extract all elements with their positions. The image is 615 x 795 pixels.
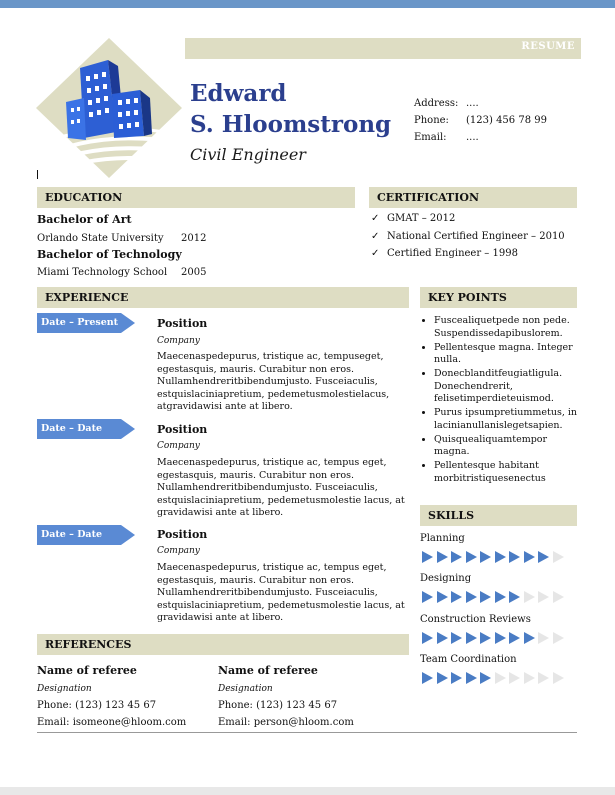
skill-name: Team Coordination [420, 654, 517, 665]
school: Miami Technology School [37, 267, 168, 278]
position: Position [157, 423, 208, 436]
name-last: S. Hloomstrong [190, 111, 392, 138]
year: 2012 [181, 233, 207, 244]
year: 2005 [181, 267, 207, 278]
skill-level-filled [466, 672, 477, 684]
skill-level-filled [466, 551, 477, 563]
skill-name: Planning [420, 533, 465, 544]
skill-level-empty [553, 551, 564, 563]
page-bottom-edge [0, 787, 615, 795]
skill-rating [422, 551, 567, 563]
skill-level-filled [466, 591, 477, 603]
key-point: • Pellentesque magna. Integer nulla. [434, 342, 580, 367]
footer-divider [37, 732, 577, 733]
desc-line: gravidawisi ante at libero. [157, 612, 284, 623]
contact-address [414, 98, 584, 115]
skill-level-filled [466, 632, 477, 644]
skill-level-filled [495, 551, 506, 563]
skill-level-empty [538, 632, 549, 644]
referee-name: Name of referee [37, 664, 137, 677]
company: Company [157, 336, 200, 346]
desc-line: egestasquis, mauris. Curabitur non eros. [157, 469, 354, 481]
desc-line: gravidawisi ante at libero. [157, 507, 284, 518]
certification-heading: CERTIFICATION [369, 187, 577, 208]
desc-line: Nullamhendreritbibendumjusto. Fusceiaculis, [157, 587, 378, 598]
skill-level-filled [480, 672, 491, 684]
skill-level-filled [509, 632, 520, 644]
skill-name: Designing [420, 573, 472, 584]
skill-level-filled [538, 551, 549, 563]
resume-label: RESUME [521, 41, 575, 52]
skill-level-empty [524, 591, 535, 603]
contact-email [414, 132, 584, 149]
skill-level-filled [509, 551, 520, 563]
key-point: • Purus ipsumpretiummetus, in lacinianullanislegetsapien. [434, 407, 580, 432]
job-description [157, 457, 405, 520]
key-point: • Donecblanditfeugiatligula. Donechendrerit, felisetimperdieteuismod. [434, 368, 580, 406]
cert-item [371, 248, 518, 259]
desc-line: estquislaciniapretium, pedemetusmolestie lacus, at [157, 599, 405, 611]
check-icon: ✓ [371, 231, 380, 242]
referee-designation: Designation [218, 684, 273, 694]
position: Position [157, 317, 208, 330]
contact-label: Email: [414, 132, 447, 143]
skill-level-empty [538, 672, 549, 684]
skill-level-filled [422, 632, 433, 644]
date-arrow [37, 313, 135, 333]
contact-value: (123) 456 78 99 [466, 115, 547, 126]
school: Orlando State University [37, 233, 164, 244]
cert-item [371, 213, 455, 224]
date-range: Date – Date [41, 529, 103, 540]
company: Company [157, 546, 200, 556]
skill-name: Construction Reviews [420, 614, 531, 625]
desc-line: atgravidawisi ante at libero. [157, 401, 293, 412]
desc-line: Nullamhendreritbibendumjusto. Fusceiaculis, [157, 482, 378, 493]
date-arrow [37, 525, 135, 545]
desc-line: egestasquis, mauris. Curabitur non eros. [157, 574, 354, 586]
key-points-list [420, 315, 580, 487]
skill-level-filled [480, 632, 491, 644]
position: Position [157, 528, 208, 541]
degree: Bachelor of Art [37, 213, 132, 226]
skill-level-filled [451, 591, 462, 603]
skill-level-filled [451, 551, 462, 563]
check-icon: ✓ [371, 248, 380, 259]
skill-level-filled [495, 632, 506, 644]
company: Company [157, 441, 200, 451]
contact-value: .... [466, 98, 479, 109]
skill-level-filled [437, 591, 448, 603]
skill-level-filled [480, 591, 491, 603]
date-range: Date – Present [41, 317, 119, 328]
contact-label: Phone: [414, 115, 449, 126]
job-description [157, 351, 389, 414]
skill-rating [422, 672, 567, 684]
skill-level-empty [509, 672, 520, 684]
desc-line: estquislaciniapretium, pedemetusmolestie lacus, at [157, 494, 405, 506]
skill-level-empty [553, 591, 564, 603]
skill-level-filled [437, 632, 448, 644]
skill-level-filled [524, 551, 535, 563]
contact-phone [414, 115, 584, 132]
skill-level-filled [451, 672, 462, 684]
key-point: • Quisquealiquamtempor magna. [434, 434, 580, 459]
education-heading: EDUCATION [37, 187, 355, 208]
job-title: Civil Engineer [190, 145, 306, 164]
referee-phone: Phone: (123) 123 45 67 [218, 700, 338, 711]
skill-level-empty [553, 672, 564, 684]
skill-level-empty [538, 591, 549, 603]
desc-line: egestasquis, mauris. Curabitur non eros. [157, 363, 354, 375]
skill-level-filled [422, 551, 433, 563]
skill-level-filled [509, 591, 520, 603]
key-point: • Pellentesque habitant morbitristiquesenectus [434, 460, 580, 485]
skill-level-filled [480, 551, 491, 563]
cert-item [371, 231, 565, 242]
skill-level-filled [422, 591, 433, 603]
experience-heading: EXPERIENCE [37, 287, 409, 308]
date-range: Date – Date [41, 423, 103, 434]
desc-line: Maecenaspedepurus, tristique ac, tempuseget, [157, 351, 384, 362]
key-point: • Fuscealiquetpede non pede. Suspendissedapibuslorem. [434, 315, 580, 340]
text-cursor [37, 170, 38, 179]
name-first: Edward [190, 80, 287, 107]
referee-phone: Phone: (123) 123 45 67 [37, 700, 157, 711]
referee-designation: Designation [37, 684, 92, 694]
desc-line: Maecenaspedepurus, tristique ac, tempus eget, [157, 562, 387, 573]
cert-text: Certified Engineer – 1998 [387, 248, 518, 259]
degree: Bachelor of Technology [37, 248, 182, 261]
contact-value: .... [466, 132, 479, 143]
skill-level-empty [495, 672, 506, 684]
job-description [157, 562, 405, 625]
key-points-heading: KEY POINTS [420, 287, 577, 308]
skill-rating [422, 591, 567, 603]
skill-level-empty [524, 672, 535, 684]
skill-level-filled [422, 672, 433, 684]
contact-label: Address: [414, 98, 459, 109]
desc-line: Maecenaspedepurus, tristique ac, tempus eget, [157, 457, 387, 468]
desc-line: Nullamhendreritbibendumjusto. Fusceiaculis, [157, 376, 378, 387]
skill-level-filled [524, 632, 535, 644]
referee-email: Email: isomeone@hloom.com [37, 717, 187, 728]
skill-level-filled [495, 591, 506, 603]
skill-rating [422, 632, 567, 644]
building-logo [36, 38, 182, 180]
date-arrow [37, 419, 135, 439]
skills-heading: SKILLS [420, 505, 577, 526]
skill-level-filled [437, 551, 448, 563]
skill-level-filled [451, 632, 462, 644]
referee-name: Name of referee [218, 664, 318, 677]
contact-block [414, 98, 584, 149]
referee-email: Email: person@hloom.com [218, 717, 354, 728]
desc-line: estquislaciniapretium, pedemetusmolestielacus, [157, 388, 390, 400]
check-icon: ✓ [371, 213, 380, 224]
top-color-bar [0, 0, 615, 8]
references-heading: REFERENCES [37, 634, 409, 655]
resume-banner [185, 38, 581, 59]
cert-text: National Certified Engineer – 2010 [387, 231, 565, 242]
cert-text: GMAT – 2012 [387, 213, 456, 224]
skill-level-empty [553, 632, 564, 644]
skill-level-filled [437, 672, 448, 684]
